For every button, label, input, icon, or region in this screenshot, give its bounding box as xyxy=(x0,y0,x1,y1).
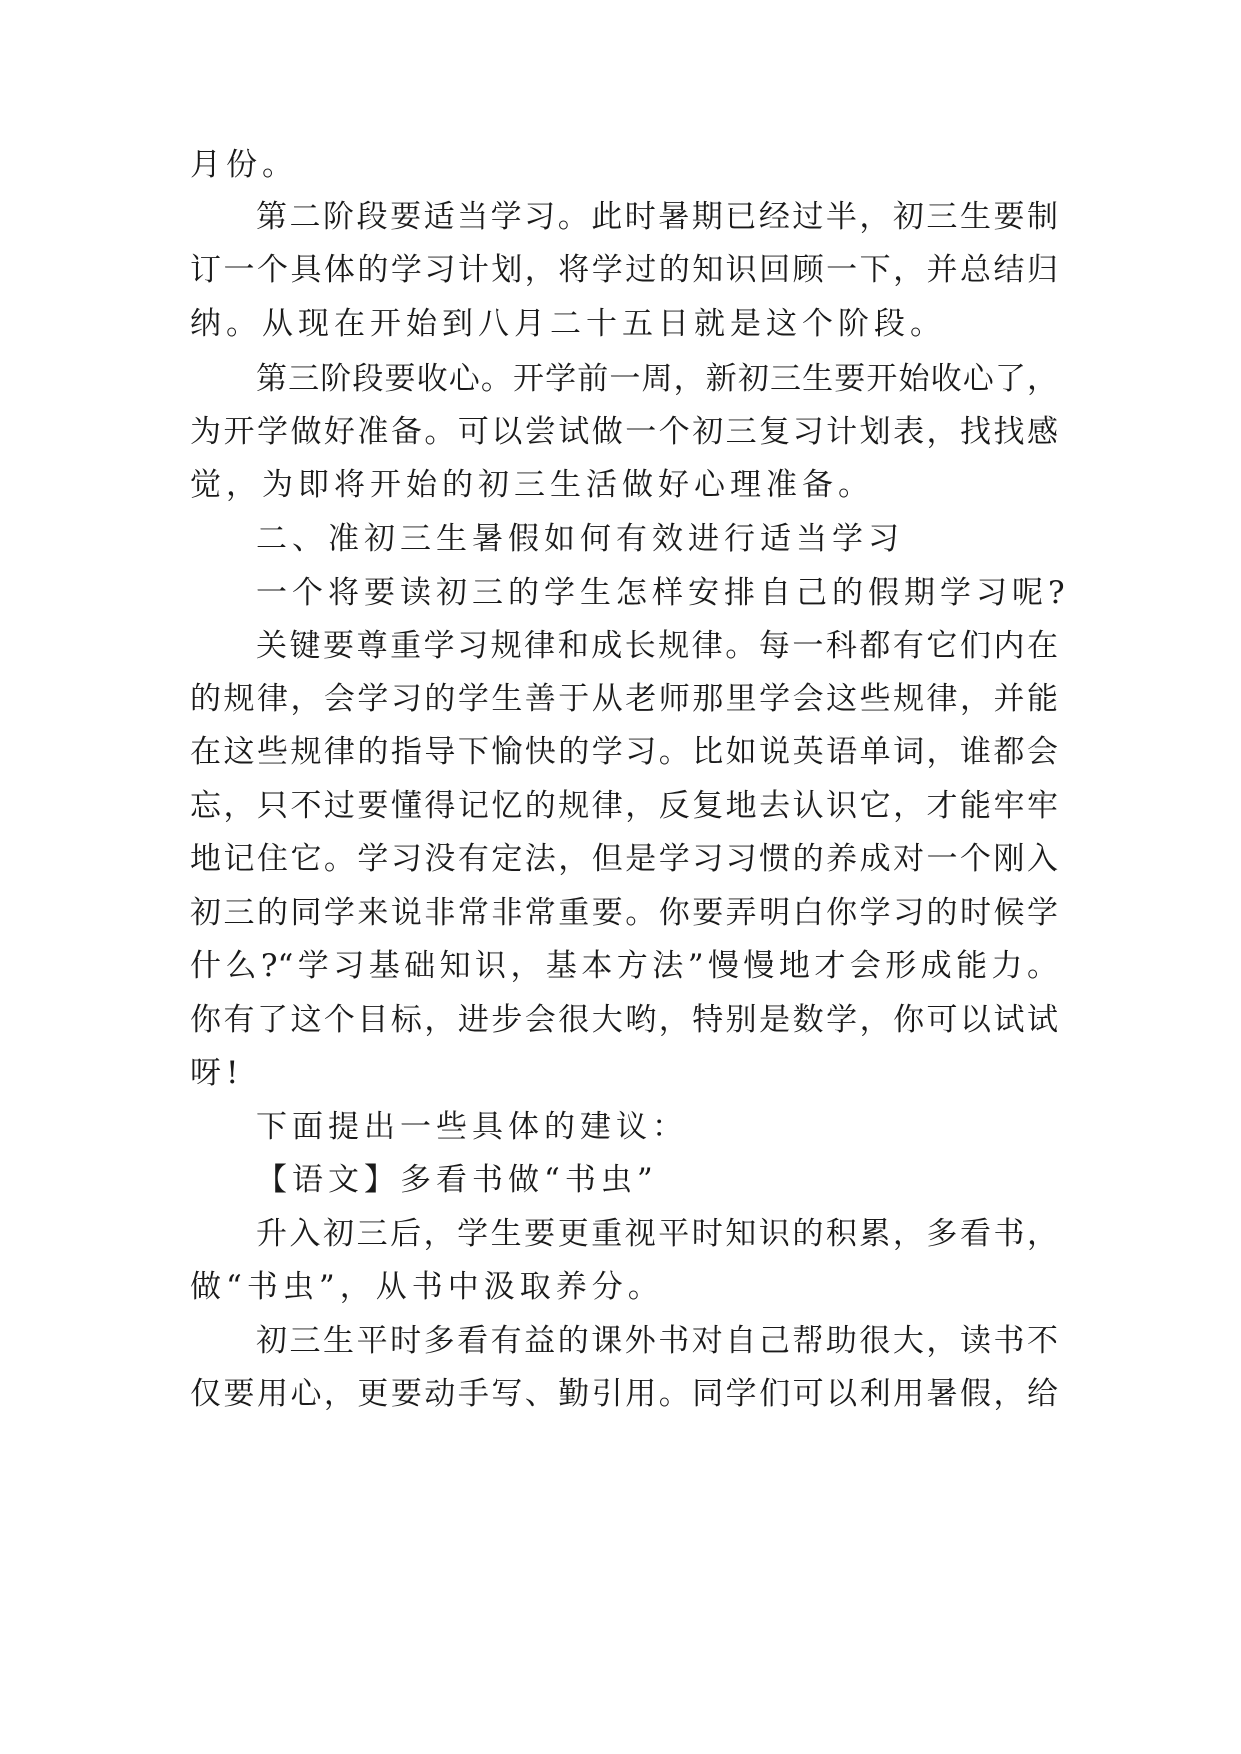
paragraph-line: 你有了这个目标，进步会很大哟，特别是数学，你可以试试 xyxy=(190,1002,1058,1038)
paragraph-line: 纳。从现在开始到八月二十五日就是这个阶段。 xyxy=(190,306,946,342)
paragraph-line: 一个将要读初三的学生怎样安排自己的假期学习呢? xyxy=(256,575,1070,611)
paragraph-line: 什么?“学习基础知识，基本方法”慢慢地才会形成能力。 xyxy=(190,948,1058,984)
paragraph-line: 订一个具体的学习计划，将学过的知识回顾一下，并总结归 xyxy=(190,252,1058,288)
paragraph-line: 第二阶段要适当学习。此时暑期已经过半，初三生要制 xyxy=(256,199,1058,235)
text-line: 月份。 xyxy=(190,147,298,183)
paragraph-line: 地记住它。学习没有定法，但是学习习惯的养成对一个刚入 xyxy=(190,841,1058,877)
section-heading: 二、准初三生暑假如何有效进行适当学习 xyxy=(256,521,904,557)
paragraph-line: 在这些规律的指导下愉快的学习。比如说英语单词，谁都会 xyxy=(190,734,1058,770)
paragraph-line: 为开学做好准备。可以尝试做一个初三复习计划表，找找感 xyxy=(190,414,1058,450)
paragraph-line: 忘，只不过要懂得记忆的规律，反复地去认识它，才能牢牢 xyxy=(190,788,1058,824)
paragraph-line: 升入初三后，学生要更重视平时知识的积累，多看书， xyxy=(256,1216,1058,1252)
paragraph-line: 关键要尊重学习规律和成长规律。每一科都有它们内在 xyxy=(256,628,1058,664)
paragraph-line: 下面提出一些具体的建议： xyxy=(256,1109,688,1145)
paragraph-line: 呀! xyxy=(190,1055,244,1091)
paragraph-line: 做“书虫”，从书中汲取养分。 xyxy=(190,1269,664,1305)
paragraph-line: 仅要用心，更要动手写、勤引用。同学们可以利用暑假，给 xyxy=(190,1376,1058,1412)
paragraph-line: 的规律，会学习的学生善于从老师那里学会这些规律，并能 xyxy=(190,681,1058,717)
paragraph-line: 第三阶段要收心。开学前一周，新初三生要开始收心了， xyxy=(256,361,1058,397)
paragraph-line: 初三生平时多看有益的课外书对自己帮助很大，读书不 xyxy=(256,1323,1058,1359)
paragraph-line: 觉，为即将开始的初三生活做好心理准备。 xyxy=(190,467,874,503)
paragraph-line: 初三的同学来说非常非常重要。你要弄明白你学习的时候学 xyxy=(190,895,1058,931)
document-body xyxy=(190,0,1070,1754)
subsection-heading: 【语文】多看书做“书虫” xyxy=(256,1162,658,1198)
